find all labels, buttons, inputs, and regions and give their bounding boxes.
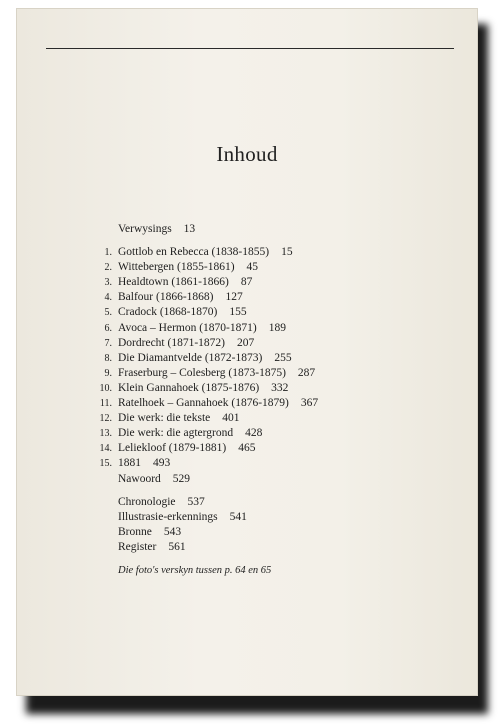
toc-entry-page: 428 <box>245 427 263 440</box>
toc-entry-number: 8. <box>104 352 112 364</box>
toc-entry <box>78 495 438 510</box>
toc-entry-label: Dordrecht (1871-1872) <box>118 336 225 349</box>
toc-entry-label: Fraserburg – Colesberg (1873-1875) <box>118 366 286 379</box>
top-rule <box>46 48 454 49</box>
toc-entry <box>78 411 438 426</box>
toc-entry-page: 255 <box>274 351 292 364</box>
toc-entry-page: 541 <box>229 510 247 523</box>
toc-entry-label: Die Diamantvelde (1872-1873) <box>118 351 263 364</box>
toc-entry <box>78 305 438 320</box>
toc-entry-number: 3. <box>104 277 112 289</box>
toc-entry-number: 1. <box>104 247 112 259</box>
toc-entry <box>78 540 438 555</box>
toc-entry-number: 6. <box>104 322 112 334</box>
toc-entry-page: 155 <box>229 306 247 319</box>
toc-entry-page: 87 <box>240 276 253 289</box>
toc-entry-label: Gottlob en Rebecca (1838-1855) <box>118 246 270 259</box>
toc-entry-page: 529 <box>172 472 191 485</box>
toc-entry-label: Balfour (1866-1868) <box>118 291 214 304</box>
toc-entry-label: 1881 <box>118 457 141 470</box>
toc-entry-number: 2. <box>104 262 112 274</box>
toc-entry-number: 14. <box>99 443 112 455</box>
toc-entry-page: 537 <box>187 495 205 508</box>
toc-entry <box>78 510 438 525</box>
toc-entry <box>78 245 438 260</box>
toc-entry <box>78 290 438 305</box>
toc-entry-page: 189 <box>268 321 286 334</box>
toc-entry-number: 10. <box>99 382 112 394</box>
toc-entry-page: 127 <box>225 291 243 304</box>
toc-entry-page: 207 <box>236 336 255 349</box>
toc-entry-number: 11. <box>99 398 112 410</box>
toc-entry-number: 4. <box>104 292 112 304</box>
toc-entry <box>78 366 438 381</box>
toc-entry-page: 15 <box>281 246 293 259</box>
toc-entry-number: 12. <box>99 413 112 425</box>
toc-entry-page: 561 <box>168 540 186 553</box>
toc-entry-number: 9. <box>104 367 112 379</box>
toc-entry-label: Bronne <box>118 525 152 538</box>
page-title: Inhoud <box>216 142 278 166</box>
toc-entry-label: Avoca – Hermon (1870-1871) <box>118 321 257 334</box>
book-page <box>16 8 478 696</box>
toc-entry-label: Chronologie <box>118 495 176 508</box>
toc-entry-page: 465 <box>238 442 256 455</box>
toc-entry-page: 13 <box>183 223 196 235</box>
toc-entry-label: Cradock (1868-1870) <box>118 306 218 319</box>
toc-entry <box>78 426 438 441</box>
toc-entry-label: Illustrasie-erkennings <box>118 510 218 523</box>
toc-entry-label: Klein Gannahoek (1875-1876) <box>118 381 260 394</box>
toc-entry <box>78 396 438 411</box>
toc-entry <box>78 456 438 471</box>
toc-entry-page: 45 <box>246 261 259 274</box>
toc-entry-label: Die werk: die tekste <box>118 412 211 425</box>
toc-entry-page: 493 <box>153 457 171 470</box>
toc-entry-label: Die werk: die agtergrond <box>118 427 234 440</box>
toc-entry-page: 332 <box>271 381 289 394</box>
toc-entry-number: 13. <box>99 428 112 440</box>
toc-entry-number: 7. <box>104 337 112 349</box>
toc-entry <box>78 525 438 540</box>
toc-entry-page: 543 <box>163 525 182 538</box>
toc-entry-page: 287 <box>297 366 316 379</box>
table-of-contents <box>78 222 438 579</box>
toc-entry-number: 15. <box>99 458 112 470</box>
toc-entry <box>78 441 438 456</box>
toc-entry <box>78 381 438 396</box>
toc-entry-page: 367 <box>300 397 319 410</box>
toc-entry-label: Verwysings <box>118 223 172 235</box>
toc-entry-number: 5. <box>104 307 112 319</box>
photo-note: Die foto's verskyn tussen p. 64 en 65 <box>118 564 272 576</box>
toc-entry <box>78 351 438 366</box>
toc-entry-page: 401 <box>222 412 240 425</box>
toc-entry-verwysings <box>78 222 438 237</box>
toc-entry-label: Nawoord <box>118 472 161 485</box>
toc-entry <box>78 275 438 290</box>
toc-entry-label: Wittebergen (1855-1861) <box>118 261 235 274</box>
toc-entry-label: Leliekloof (1879-1881) <box>118 442 227 455</box>
toc-entry <box>78 321 438 336</box>
toc-entry <box>78 260 438 275</box>
toc-entry-label: Healdtown (1861-1866) <box>118 276 229 289</box>
toc-entry-label: Ratelhoek – Gannahoek (1876-1879) <box>118 397 289 410</box>
toc-entry <box>78 336 438 351</box>
toc-entry-nawoord <box>78 472 438 487</box>
toc-entry-label: Register <box>118 540 157 553</box>
